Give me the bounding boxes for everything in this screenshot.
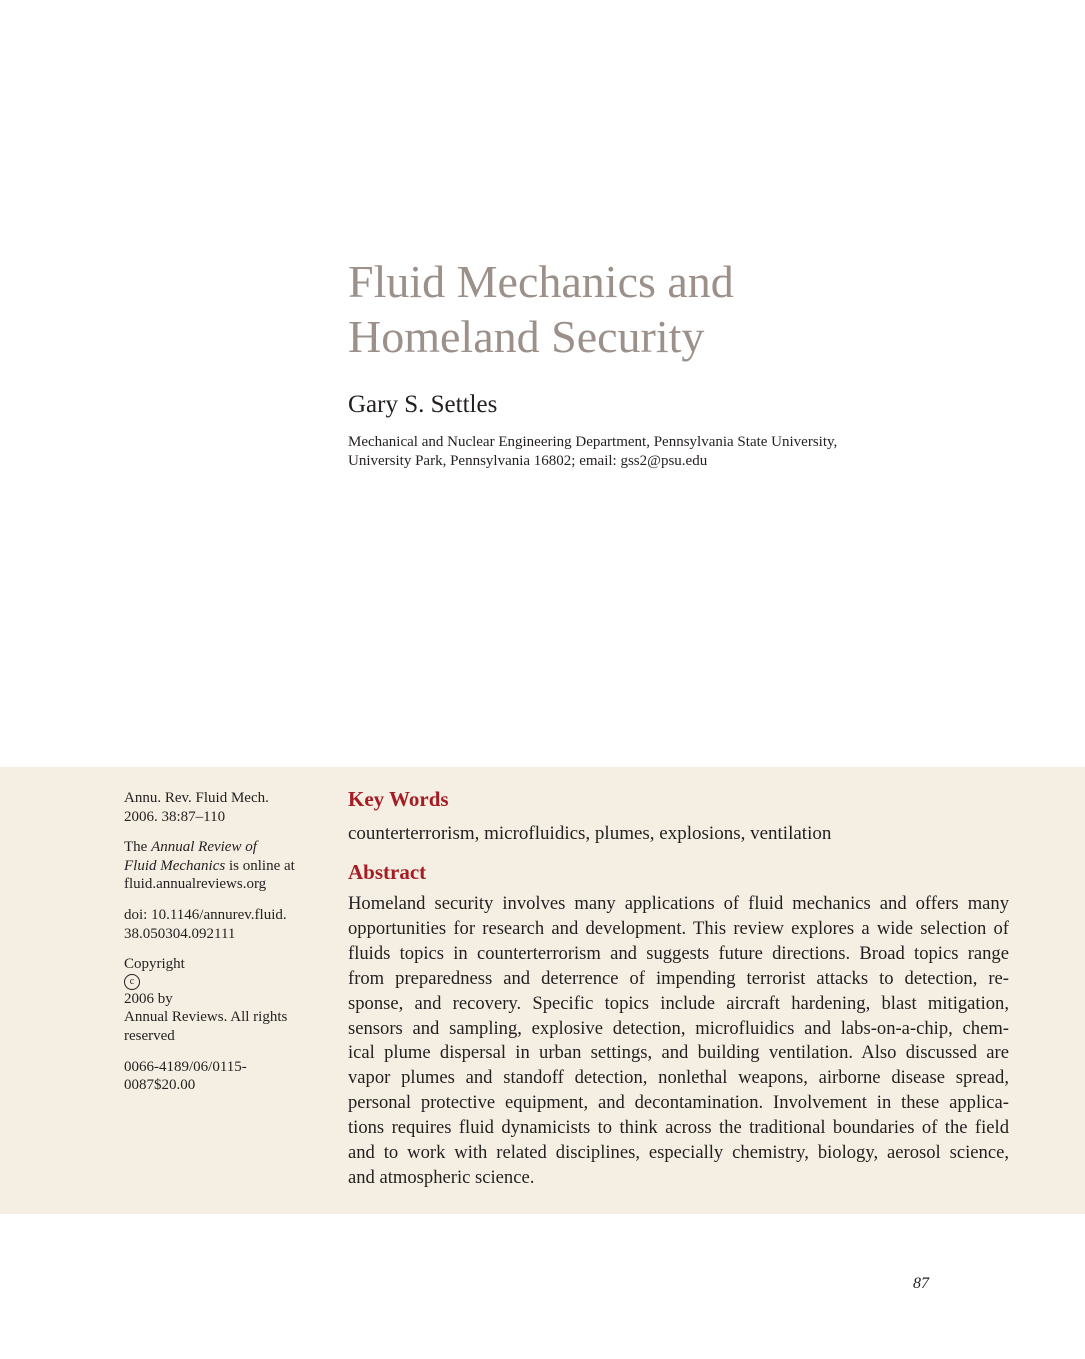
abstract-line: sponse, and recovery. Specific topics include aircraft hardening, blast mitigation,: [348, 992, 1009, 1014]
abstract-line: sensors and sampling, explosive detection, microfluidics and labs-on-a-chip, chem-: [348, 1017, 1009, 1039]
journal-name-part-2: Fluid Mechanics: [124, 857, 226, 874]
title-line-1: Fluid Mechanics and: [348, 256, 734, 307]
abstract-line: Homeland security involves many applications of fluid mechanics and offers many: [348, 893, 1009, 914]
affiliation-line-1: Mechanical and Nuclear Engineering Department, Pennsylvania State University,: [348, 434, 838, 450]
doi: [124, 906, 304, 943]
article-title: [348, 254, 988, 364]
citation-line-2: 2006. 38:87–110: [124, 808, 226, 825]
abstract-line: tions requires fluid dynamicists to think across the traditional boundaries of the field: [348, 1117, 1009, 1139]
abstract-line: from preparedness and deterrence of impending terrorist attacks to detection, re-: [348, 967, 1009, 989]
online-availability: [124, 838, 304, 894]
copyright-line-3: reserved: [124, 1027, 175, 1044]
issn-line-1: 0066-4189/06/0115-: [124, 1058, 247, 1075]
abstract-line: fluids topics in counterterrorism and suggests future directions. Broad topics range: [348, 942, 1009, 964]
issn-line-2: 0087$20.00: [124, 1077, 196, 1094]
abstract-text: [348, 892, 1009, 1191]
abstract-line: opportunities for research and development. This review explores a wide selection of: [348, 917, 1009, 939]
online-line-2: [124, 857, 304, 876]
abstract-line: vapor plumes and standoff detection, nonlethal weapons, airborne disease spread,: [348, 1067, 1009, 1089]
journal-url: fluid.annualreviews.org: [124, 876, 267, 893]
online-prefix: The: [124, 839, 152, 856]
online-suffix: is online at: [225, 857, 295, 874]
citation-line-1: Annu. Rev. Fluid Mech.: [124, 790, 269, 806]
journal-citation: [124, 789, 304, 826]
author-affiliation: [348, 433, 988, 471]
issn-price: [124, 1058, 304, 1095]
copyright-icon: c: [124, 974, 140, 990]
abstract-line: and atmospheric science.: [348, 1166, 535, 1188]
abstract-line: and to work with related disciplines, especially chemistry, biology, aerosol science,: [348, 1142, 1009, 1164]
copyright-year: 2006 by: [124, 990, 173, 1007]
affiliation-line-2: University Park, Pennsylvania 16802; email: gss2@psu.edu: [348, 453, 708, 469]
keywords-heading: Key Words: [348, 787, 449, 811]
title-line-2: Homeland Security: [348, 311, 705, 362]
publication-sidebar: [124, 789, 304, 1107]
journal-name-part-1: Annual Review of: [151, 839, 257, 856]
abstract-line: personal protective equipment, and decontamination. Involvement in these applica-: [348, 1092, 1009, 1114]
abstract-section: [348, 785, 1009, 1191]
abstract-heading: Abstract: [348, 860, 427, 884]
keywords-list: counterterrorism, microfluidics, plumes, explosions, ventilation: [348, 823, 832, 844]
copyright-prefix: Copyright: [124, 956, 185, 973]
page-number: 87: [913, 1275, 929, 1292]
abstract-line: ical plume dispersal in urban settings, and building ventilation. Also discussed are: [348, 1042, 1009, 1064]
doi-line-2: 38.050304.092111: [124, 925, 236, 942]
copyright-notice: [124, 955, 304, 1045]
copyright-line-1: [124, 955, 304, 1008]
author-name: Gary S. Settles: [348, 391, 498, 418]
online-line-1: [124, 838, 304, 857]
doi-line-1: doi: 10.1146/annurev.fluid.: [124, 906, 287, 923]
copyright-line-2: Annual Reviews. All rights: [124, 1009, 288, 1026]
